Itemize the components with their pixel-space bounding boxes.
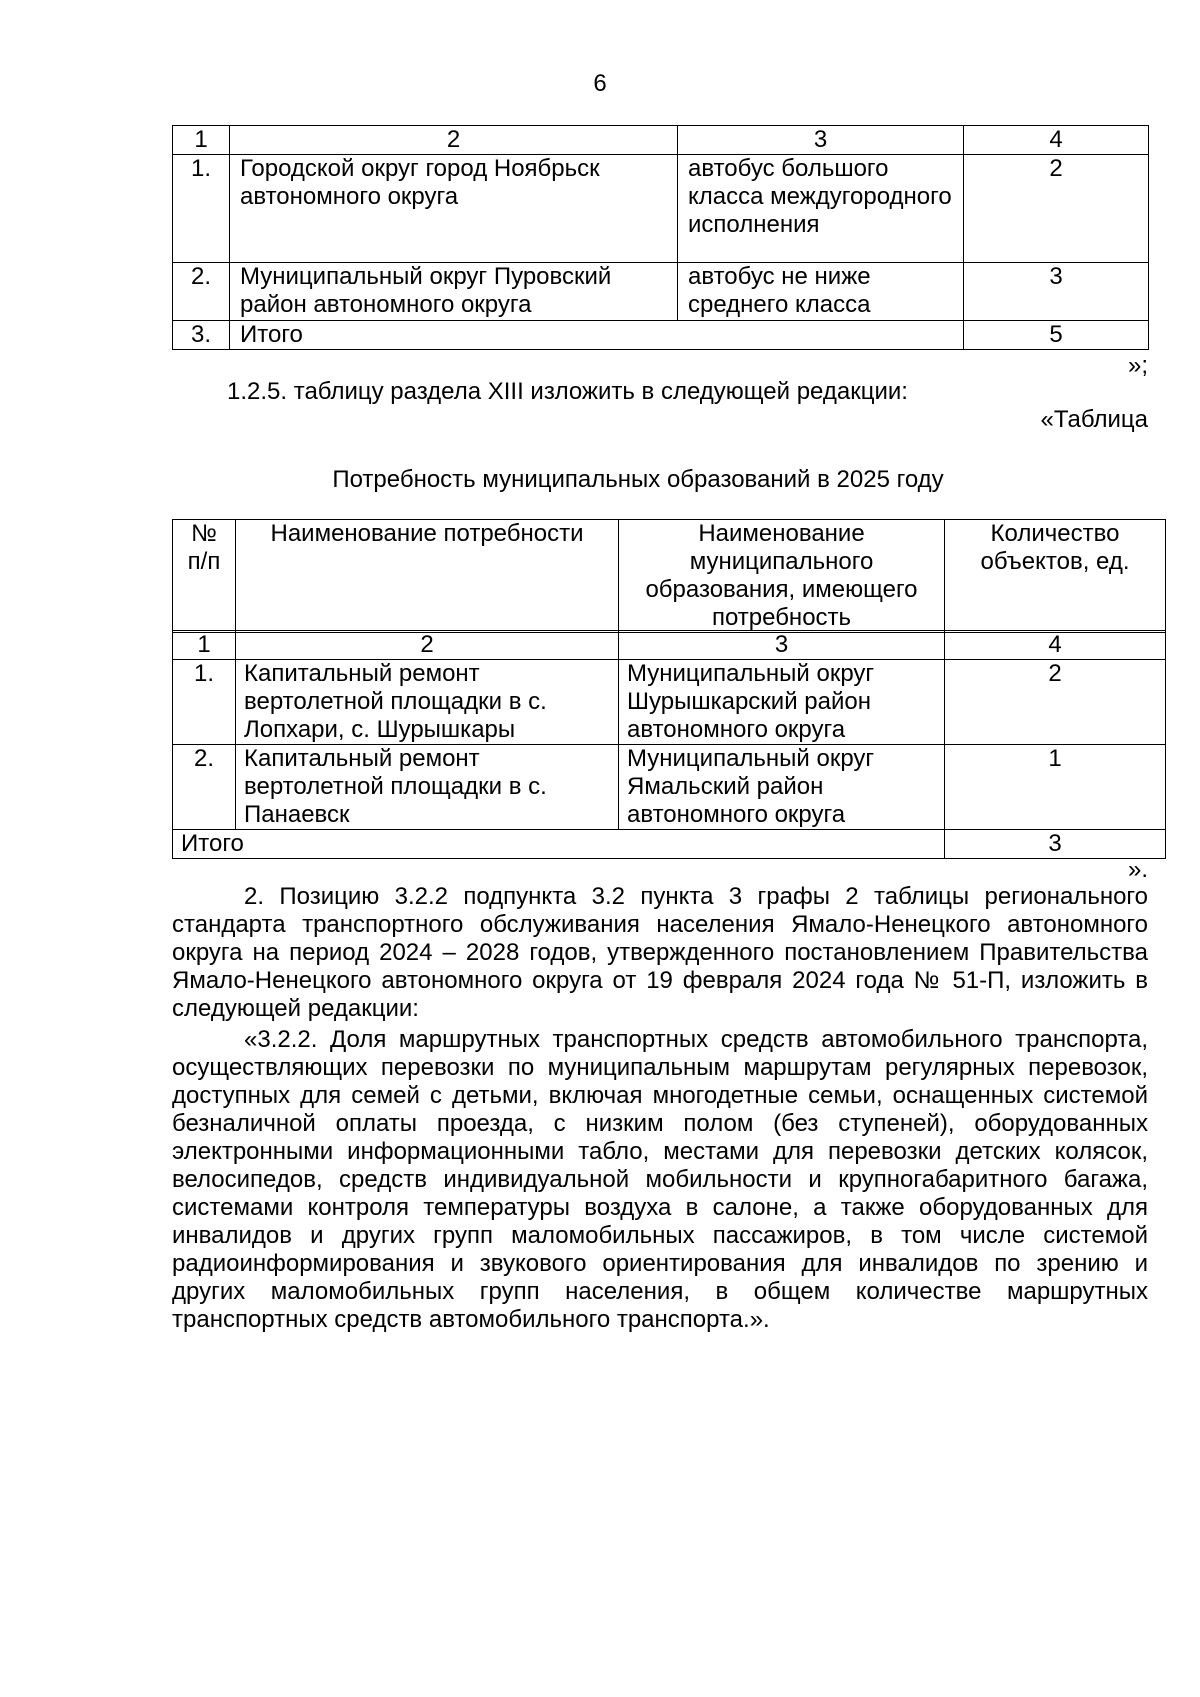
paragraph-3-2-2: «3.2.2. Доля маршрутных транспортных средств автомобильного транспорта, осуществляющих перевозки по муниципальным маршрутам регулярных перевозок, доступных для семей с детьми, включая многодетные семьи, оснащенных системой безналичной оплаты проезда, с низким полом (без ступеней), оборудованных электронными информационными табло, местами для перевозки детских колясок, велосипедов, средств индивидуальной мобильности и крупногабаритного багажа, системами контроля температуры воздуха в салоне, а также оборудованных для инвалидов и других групп маломобильных пассажиров, в том числе системой радиоинформирования и звукового ориентирования для инвалидов по зрению и других маломобильных групп населения, в общем количестве маршрутных транспортных средств автомобильного транспорта.».	[172, 1026, 1148, 1333]
table-index-row	[173, 631, 1166, 660]
row-number: 2.	[173, 745, 236, 830]
index-cell: 3	[619, 631, 945, 660]
page-number: 6	[593, 70, 607, 97]
total-count: 3	[945, 830, 1166, 859]
total-label: Итого	[173, 830, 945, 859]
table-row	[173, 745, 1166, 830]
municipality-name: Муниципальный округ Пуровский район автономного округа	[230, 263, 678, 321]
closing-quote: ».	[1127, 856, 1148, 883]
total-count: 5	[964, 321, 1149, 350]
header-municipality: Наименование муниципального образования, имеющего потребность	[619, 520, 945, 633]
header-count: Количество объектов, ед.	[945, 520, 1166, 633]
table-header-cell: 3	[678, 126, 964, 155]
row-number: 1.	[173, 660, 236, 745]
table-header-row	[173, 126, 1149, 155]
municipality-name: Муниципальный округ Ямальский район автономного округа	[619, 745, 945, 830]
index-cell: 2	[236, 631, 619, 660]
item-1-2-5: 1.2.5. таблицу раздела XIII изложить в следующей редакции:	[227, 378, 908, 405]
municipality-name: Муниципальный округ Шурышкарский район автономного округа	[619, 660, 945, 745]
index-cell: 1	[173, 631, 236, 660]
header-need: Наименование потребности	[236, 520, 619, 633]
bus-class: автобус не ниже среднего класса	[678, 263, 964, 321]
closing-quote: »;	[1127, 352, 1148, 379]
index-cell: 4	[945, 631, 1166, 660]
row-number: 1.	[173, 155, 230, 263]
need-name: Капитальный ремонт вертолетной площадки в с. Лопхари, с. Шурышкары	[236, 660, 619, 745]
table-row	[173, 155, 1149, 263]
total-label: Итого	[230, 321, 964, 350]
paragraph-2: 2. Позицию 3.2.2 подпункта 3.2 пункта 3 графы 2 таблицы регионального стандарта транспортного обслуживания населения Ямало-Ненецкого автономного округа на период 2024 – 2028 годов, утвержденного постановлением Правительства Ямало-Ненецкого автономного округа от 19 февраля 2024 года № 51-П, изложить в следующей редакции:	[172, 883, 1148, 1022]
table-title: Потребность муниципальных образований в 2025 году	[332, 466, 944, 493]
table-row	[173, 263, 1149, 321]
table-label: «Таблица	[1040, 406, 1148, 433]
table-header-row	[173, 520, 1166, 633]
header-number: № п/п	[173, 520, 236, 633]
table-total-row	[173, 830, 1166, 859]
bus-class: автобус большого класса междугородного исполнения	[678, 155, 964, 263]
bus-count: 3	[964, 263, 1149, 321]
object-count: 2	[945, 660, 1166, 745]
bus-count: 2	[964, 155, 1149, 263]
table-row	[173, 660, 1166, 745]
needs-table-header	[172, 519, 1166, 633]
table-total-row	[173, 321, 1149, 350]
row-number: 2.	[173, 263, 230, 321]
table-header-cell: 2	[230, 126, 678, 155]
need-name: Капитальный ремонт вертолетной площадки в с. Панаевск	[236, 745, 619, 830]
needs-table	[172, 630, 1166, 859]
table-header-cell: 4	[964, 126, 1149, 155]
table-header-cell: 1	[173, 126, 230, 155]
row-number: 3.	[173, 321, 230, 350]
municipality-name: Городской округ город Ноябрьск автономного округа	[230, 155, 678, 263]
object-count: 1	[945, 745, 1166, 830]
transport-table	[172, 125, 1149, 350]
